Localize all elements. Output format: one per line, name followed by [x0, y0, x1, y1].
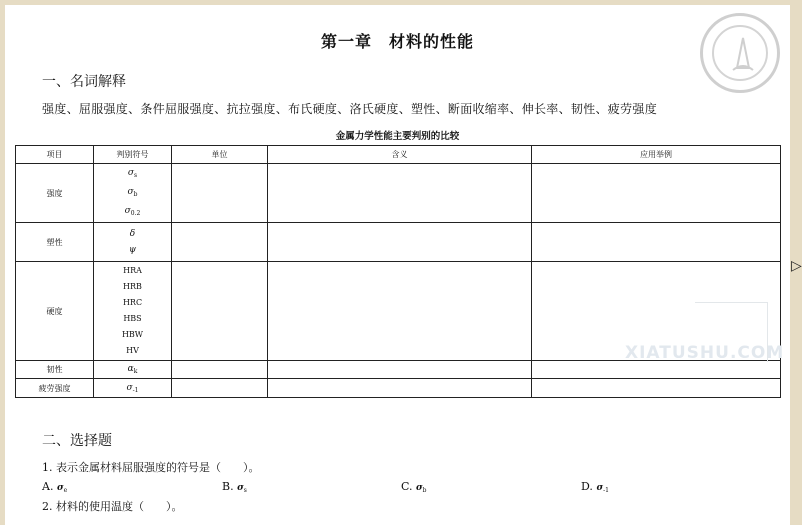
- symbol-cell: [94, 361, 172, 379]
- column-header: 判别符号: [94, 146, 172, 164]
- symbol: δ: [129, 229, 136, 239]
- symbol: σ: [127, 167, 135, 178]
- item-cell: 疲劳强度: [16, 379, 94, 398]
- copyright-stamp-seal: [700, 13, 780, 93]
- symbol: ψ: [128, 245, 137, 255]
- section-heading-definitions: 一、名词解释: [42, 74, 126, 90]
- option-label: A.: [42, 480, 54, 493]
- symbol: σ: [126, 382, 133, 393]
- symbol: HRC: [122, 298, 143, 307]
- symbol: HRB: [123, 282, 142, 291]
- option-subscript: -1: [603, 487, 609, 494]
- table-row: [16, 164, 781, 223]
- option-label: B.: [222, 480, 234, 493]
- table-row: [16, 379, 781, 398]
- meaning-cell: [268, 262, 532, 361]
- symbol-subscript: b: [133, 190, 138, 198]
- option-label: D.: [581, 480, 593, 493]
- example-cell: [532, 223, 781, 262]
- symbol-cell: [94, 164, 172, 223]
- symbol-cell: [94, 379, 172, 398]
- table-header-row: [16, 146, 781, 164]
- symbol-subscript: k: [133, 368, 138, 375]
- chapter-title: 第一章 材料的性能: [320, 32, 474, 51]
- option-subscript: e: [63, 487, 68, 494]
- example-cell: [532, 164, 781, 223]
- option-subscript: s: [243, 487, 247, 494]
- symbol-cell: [94, 223, 172, 262]
- symbol: HBS: [123, 314, 142, 323]
- option-symbol: σ: [596, 483, 604, 493]
- meaning-cell: [268, 164, 532, 223]
- option-a: [42, 480, 67, 494]
- symbol: HBW: [121, 330, 144, 339]
- question-1: 1. 表示金属材料屈服强度的符号是（ ）。: [42, 461, 260, 474]
- symbol-subscript: 0.2: [130, 209, 141, 217]
- column-header: 含义: [268, 146, 532, 164]
- option-d: [581, 480, 609, 494]
- option-c: [401, 480, 427, 494]
- table-row: [16, 223, 781, 262]
- question-2: 2. 材料的使用温度（ ）。: [42, 500, 183, 513]
- table-caption: 金属力学性能主要判别的比较: [335, 131, 460, 142]
- unit-cell: [172, 262, 268, 361]
- symbol-cell: [94, 262, 172, 361]
- mouse-cursor-icon: ▷: [791, 258, 802, 274]
- item-cell: 硬度: [16, 262, 94, 361]
- symbol: σ: [124, 205, 131, 216]
- unit-cell: [172, 361, 268, 379]
- watermark-frame-horizontal: [695, 302, 767, 303]
- meaning-cell: [268, 223, 532, 262]
- option-label: C.: [401, 480, 413, 493]
- option-b: [222, 480, 247, 494]
- option-symbol: σ: [237, 483, 244, 493]
- symbol-subscript: s: [134, 171, 138, 179]
- unit-cell: [172, 379, 268, 398]
- item-cell: 韧性: [16, 361, 94, 379]
- column-header: 项目: [16, 146, 94, 164]
- example-cell: [532, 379, 781, 398]
- option-symbol: σ: [416, 483, 423, 493]
- meaning-cell: [268, 379, 532, 398]
- item-cell: 塑性: [16, 223, 94, 262]
- document-page: [5, 5, 790, 525]
- example-cell: [532, 361, 781, 379]
- symbol-subscript: -1: [132, 386, 139, 394]
- table-row: [16, 361, 781, 379]
- option-subscript: b: [422, 487, 427, 494]
- unit-cell: [172, 223, 268, 262]
- section-heading-choice: 二、选择题: [42, 433, 112, 449]
- unit-cell: [172, 164, 268, 223]
- option-symbol: σ: [56, 483, 64, 493]
- watermark-text: XIATUSHU.COM: [625, 343, 785, 363]
- symbol: σ: [127, 186, 134, 197]
- stamp-graphic: [703, 16, 783, 96]
- item-cell: 强度: [16, 164, 94, 223]
- symbol: HRA: [123, 266, 142, 275]
- meaning-cell: [268, 361, 532, 379]
- column-header: 应用举例: [532, 146, 781, 164]
- symbol: HV: [126, 346, 139, 355]
- column-header: 单位: [172, 146, 268, 164]
- terms-list: 强度、屈服强度、条件屈服强度、抗拉强度、布氏硬度、洛氏硬度、塑性、断面收缩率、伸长率、韧性、疲劳强度: [42, 102, 658, 116]
- symbol: α: [127, 364, 134, 374]
